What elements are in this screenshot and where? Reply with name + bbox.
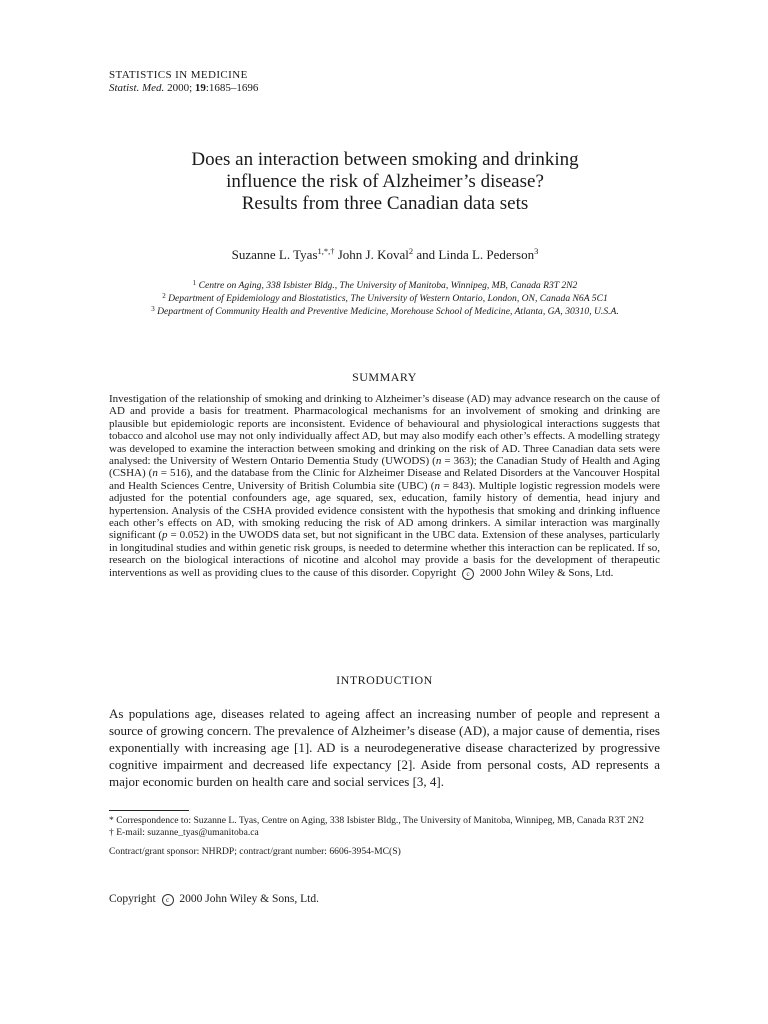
article-title [80, 149, 690, 215]
copyright-line [109, 892, 319, 906]
footnote-divider [109, 810, 189, 811]
affiliation-3-mark: 3 [151, 305, 155, 313]
author-connector: and [416, 247, 436, 262]
copyright-icon: c [462, 568, 474, 580]
author-3: Linda L. Pederson [438, 247, 535, 262]
summary-heading: SUMMARY [352, 370, 417, 384]
n-symbol: n [435, 455, 442, 468]
author-1: Suzanne L. Tyas [231, 247, 318, 262]
title-line-2: influence the risk of Alzheimer’s disease? [226, 171, 544, 192]
n-symbol: n [434, 479, 440, 492]
author-3-marks: 3 [534, 246, 539, 256]
copyright-icon: c [162, 894, 174, 906]
copyright-label: Copyright [109, 893, 156, 905]
journal-name: STATISTICS IN MEDICINE [109, 69, 248, 81]
copyright-text: 2000 John Wiley & Sons, Ltd. [179, 893, 319, 905]
author-2: John J. Koval [337, 247, 409, 262]
affiliation-1-text: Centre on Aging, 338 Isbister Bldg., The University of Manitoba, Winnipeg, MB, Canada R3T 2N2 [198, 280, 578, 291]
affiliations [60, 279, 710, 318]
affiliation-3-text: Department of Community Health and Preventive Medicine, Morehouse School of Medicine, Atlanta, GA, 30310, U.S.A. [157, 306, 619, 317]
citation-year: 2000; [167, 82, 193, 94]
footnotes [109, 815, 660, 859]
affiliation-3 [60, 305, 710, 318]
author-2-marks: 2 [408, 246, 414, 256]
journal-abbrev: Statist. Med. [109, 82, 165, 94]
n-symbol: n [152, 467, 158, 480]
summary-paragraph: Investigation of the relationship of smoking and drinking to Alzheimer’s disease (AD) may advance research on the cause of AD and provide a basis for treatment. Pharmacological mechanisms for an involvement of smoking and drinking are plausible but epidemiologic reports are inconsistent. Evidence of behavioural and physiological interactions suggests that tobacco and alcohol use may not only individually affect AD, but may also modify each other’s effects. A modelling strategy was developed to examine the interaction between smoking and drinking on the risk of AD. Three Canadian data sets were analysed: the University of Western Ontario Dementia Study (UWODS) (n = 363); the Canadian Study of Health and Aging (CSHA) (n = 516), and the database from the Clinic for Alzheimer Disease and Related Disorders at the Vancouver Hospital and Health Sciences Centre, University of British Columbia site (UBC) (n = 843). Multiple logistic regression models were adjusted for the potential confounders age, age squared, sex, education, family history of dementia, head injury and hypertension. Analysis of the CSHA provided evidence consistent with the hypothesis that smoking and drinking influence each other’s effects on AD, with smoking reducing the risk of AD among drinkers. A similar interaction was marginally significant (p = 0.052) in the UWODS data set, but not significant in the UBC data. Extension of these analyses, particularly in longitudinal studies and within genetic risk groups, is needed to determine whether this interaction can be replicated. If so, research on the biological interactions of nicotine and alcohol may provide a basis for the development of therapeutic interventions as well as providing clues to the cause of this disorder. Copyright c 2000 John Wiley & Sons, Ltd. [109, 393, 660, 579]
journal-citation [109, 82, 258, 95]
introduction-heading: INTRODUCTION [336, 673, 433, 687]
affiliation-1-mark: 1 [192, 279, 197, 287]
author-list [80, 247, 690, 263]
affiliation-1 [60, 279, 710, 292]
affiliation-2 [60, 292, 710, 305]
citation-volume: 19 [194, 82, 206, 94]
footnote-sponsor: Contract/grant sponsor: NHRDP; contract/grant number: 6606-3954-MC(S) [109, 846, 401, 858]
footnote-email: † E-mail: suzanne_tyas@umanitoba.ca [109, 827, 259, 839]
footnote-correspondence: * Correspondence to: Suzanne L. Tyas, Centre on Aging, 338 Isbister Bldg., The University of Manitoba, Winnipeg, MB, Canada R3T 2N2 [109, 815, 644, 826]
citation-pages: :1685–1696 [205, 82, 259, 94]
affiliation-2-mark: 2 [162, 292, 166, 300]
author-1-marks: 1,*,† [317, 246, 335, 256]
affiliation-2-text: Department of Epidemiology and Biostatistics, The University of Western Ontario, London, ON, Canada N6A 5C1 [168, 293, 608, 304]
p-symbol: p [162, 529, 168, 542]
introduction-paragraph: As populations age, diseases related to ageing affect an increasing number of people and represent a source of growing concern. The prevalence of Alzheimer’s disease (AD), a major cause of dementia, rises exponentially with increasing age [1]. AD is a neurodegenerative disease characterized by progressive cognitive impairment and decreased life expectancy [2]. Aside from personal costs, AD represents a major economic burden on health care and social services [3, 4]. [109, 706, 660, 790]
journal-header [109, 69, 258, 95]
title-line-3: Results from three Canadian data sets [241, 193, 529, 214]
title-line-1: Does an interaction between smoking and drinking [191, 149, 579, 170]
